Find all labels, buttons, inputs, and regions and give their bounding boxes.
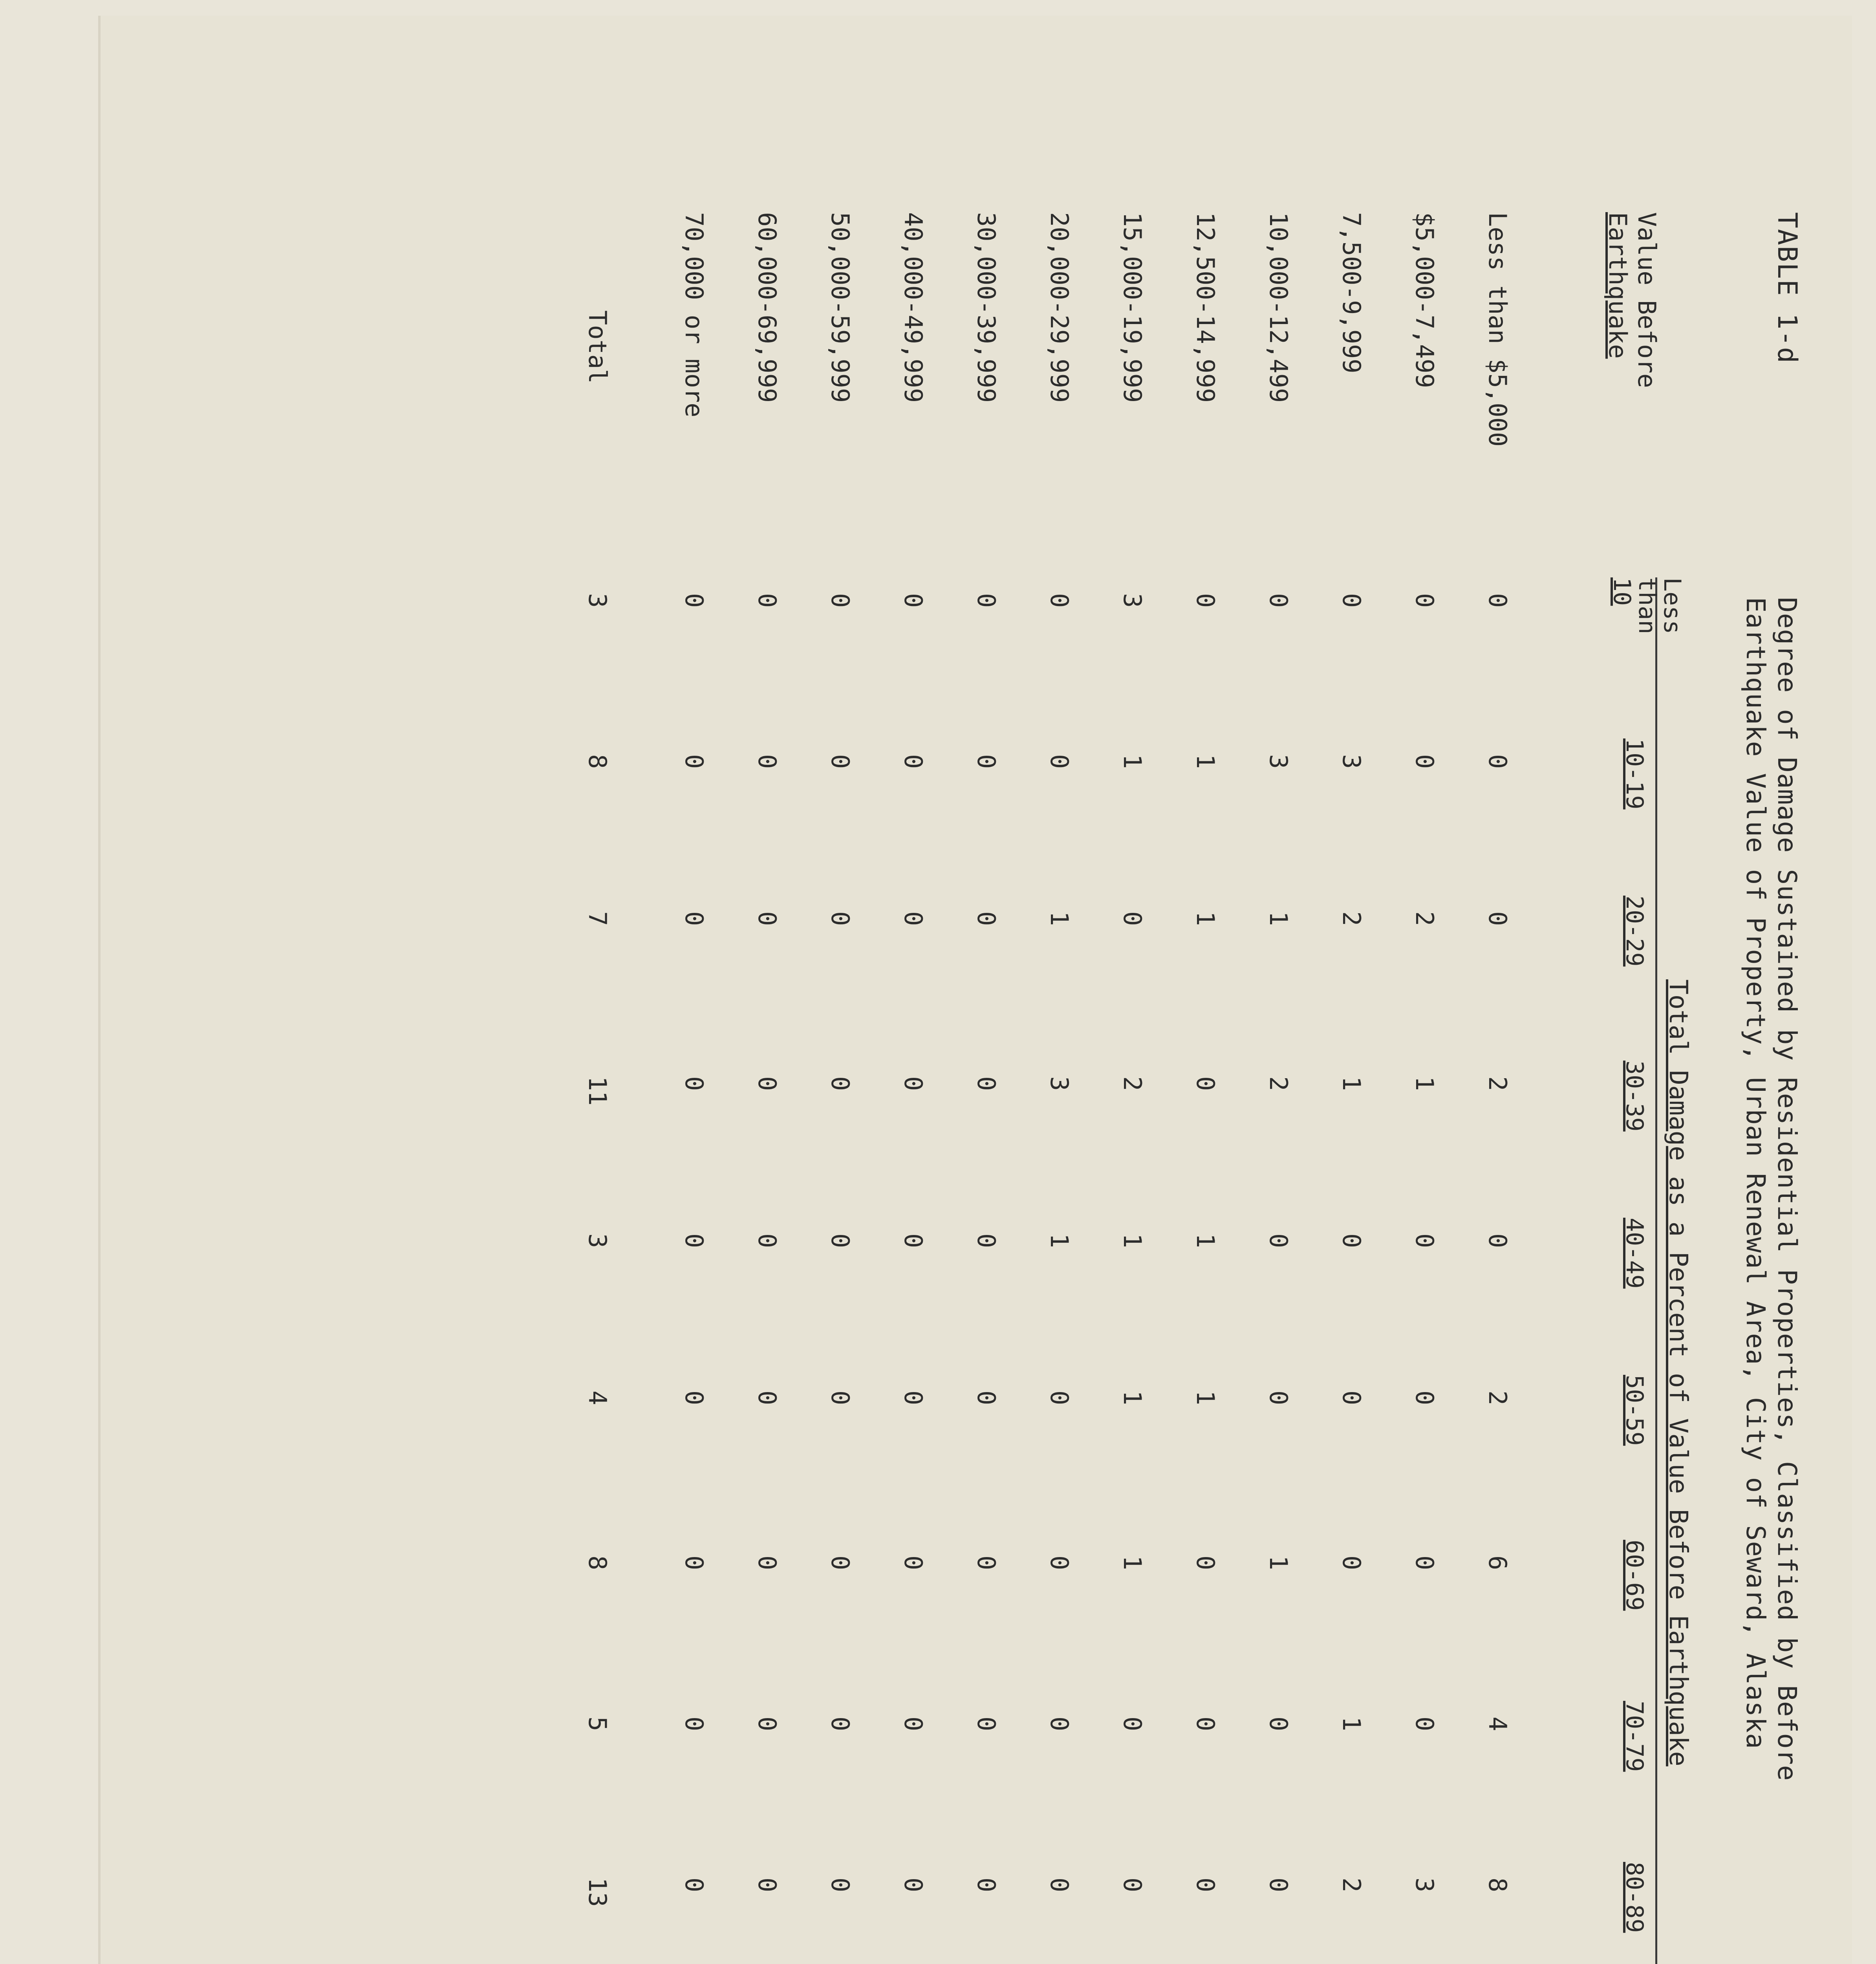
table-row-3-cell-4: 1 <box>1337 1076 1366 1091</box>
stub-header-line-2: Earthquake <box>1603 212 1632 359</box>
table-row-12-cell-2: 0 <box>680 754 708 769</box>
table-row-8-cell-4: 0 <box>972 1076 1001 1091</box>
table-row-9-cell-5: 0 <box>899 1233 928 1248</box>
column-header-7-bottom: 60-69 <box>1621 1540 1648 1611</box>
table-row-7-cell-4: 3 <box>1045 1076 1074 1091</box>
table-row-total-label: Total <box>583 310 612 384</box>
table-row-8-cell-9: 0 <box>972 1878 1001 1893</box>
table-row-2-cell-5: 0 <box>1410 1233 1439 1248</box>
table-row-12-cell-5: 0 <box>680 1233 708 1248</box>
table-row-5-cell-7: 0 <box>1191 1555 1220 1570</box>
table-row-6-cell-6: 1 <box>1118 1391 1147 1405</box>
table-row-6-cell-7: 1 <box>1118 1555 1147 1570</box>
table-row-8-cell-6: 0 <box>972 1391 1001 1405</box>
table-row-10-cell-4: 0 <box>826 1076 855 1091</box>
table-row-total-cell-7: 8 <box>583 1555 612 1570</box>
table-row-10-cell-6: 0 <box>826 1391 855 1405</box>
table-row-total-cell-1: 3 <box>583 593 612 608</box>
table-row-5-label: 12,500-14,999 <box>1191 212 1220 403</box>
column-header-4 <box>1620 1061 1649 1210</box>
table-row-2-cell-8: 0 <box>1410 1717 1439 1731</box>
table-title <box>1740 597 1803 1964</box>
table-row-3-cell-1: 0 <box>1337 593 1366 608</box>
table-row-1-cell-2: 0 <box>1483 754 1512 769</box>
table-row-3-label: 7,500-9,999 <box>1337 212 1366 374</box>
column-header-9 <box>1620 1862 1649 1964</box>
table-row-9-cell-8: 0 <box>899 1717 928 1731</box>
table-row-7-cell-3: 1 <box>1045 911 1074 926</box>
table-row-10-label: 50,000-59,999 <box>826 212 855 403</box>
table-label: TABLE 1-d <box>1772 212 1803 364</box>
stub-header <box>1603 212 1661 487</box>
table-row-4-cell-8: 0 <box>1264 1717 1293 1731</box>
table-row-4-cell-2: 3 <box>1264 754 1293 769</box>
table-row-9-cell-1: 0 <box>899 593 928 608</box>
table-row-11-cell-8: 0 <box>753 1717 782 1731</box>
title-line-2: Earthquake Value of Property, Urban Renewal Area, City of Seward, Alaska <box>1741 597 1771 1749</box>
table-row-10-cell-5: 0 <box>826 1233 855 1248</box>
table-row-8-cell-5: 0 <box>972 1233 1001 1248</box>
table-row-5-cell-6: 1 <box>1191 1391 1220 1405</box>
rotated-table-content <box>114 145 1803 1964</box>
table-row-1-cell-8: 4 <box>1483 1717 1512 1731</box>
table-row-11-cell-7: 0 <box>753 1555 782 1570</box>
table-row-total-cell-8: 5 <box>583 1717 612 1731</box>
table-row-6-cell-4: 2 <box>1118 1076 1147 1091</box>
table-row-11-cell-3: 0 <box>753 911 782 926</box>
table-row-4-cell-7: 1 <box>1264 1555 1293 1570</box>
table-row-3-cell-7: 0 <box>1337 1555 1366 1570</box>
table-row-8-cell-1: 0 <box>972 593 1001 608</box>
spanning-column-header <box>1664 577 1693 1964</box>
table-row-6-cell-1: 3 <box>1118 593 1147 608</box>
table-row-4-cell-5: 0 <box>1264 1233 1293 1248</box>
table-row-2-cell-9: 3 <box>1410 1878 1439 1893</box>
table-row-8-cell-2: 0 <box>972 754 1001 769</box>
table-row-3-cell-6: 0 <box>1337 1391 1366 1405</box>
table-row-1-cell-7: 6 <box>1483 1555 1512 1570</box>
table-row-2-cell-7: 0 <box>1410 1555 1439 1570</box>
table-row-12-cell-9: 0 <box>680 1878 708 1893</box>
table-row-5-cell-1: 0 <box>1191 593 1220 608</box>
table-row-10-cell-1: 0 <box>826 593 855 608</box>
table-row-9-cell-4: 0 <box>899 1076 928 1091</box>
table-row-10-cell-3: 0 <box>826 911 855 926</box>
table-row-10-cell-2: 0 <box>826 754 855 769</box>
table-row-11-cell-4: 0 <box>753 1076 782 1091</box>
table-row-1-label: Less than $5,000 <box>1483 212 1512 447</box>
table-row-total-cell-9: 13 <box>583 1878 612 1907</box>
table-row-12-cell-6: 0 <box>680 1391 708 1405</box>
table-row-7-cell-2: 0 <box>1045 754 1074 769</box>
table-row-9-cell-6: 0 <box>899 1391 928 1405</box>
spanning-header-text: Total Damage as a Percent of Value Before Earthquake <box>1664 979 1693 1766</box>
table-row-5-cell-4: 0 <box>1191 1076 1220 1091</box>
column-header-6 <box>1620 1375 1649 1524</box>
column-header-1-bottom: 10 <box>1608 577 1636 606</box>
table-row-6-label: 15,000-19,999 <box>1118 212 1147 403</box>
table-row-6-cell-5: 1 <box>1118 1233 1147 1248</box>
column-header-2-bottom: 10-19 <box>1621 738 1648 810</box>
column-header-1-top: Less <box>1658 577 1686 634</box>
table-row-9-cell-9: 0 <box>899 1878 928 1893</box>
table-row-4-cell-6: 0 <box>1264 1391 1293 1405</box>
table-row-2-label: $5,000-7,499 <box>1410 212 1439 388</box>
table-row-10-cell-7: 0 <box>826 1555 855 1570</box>
table-row-1-cell-9: 8 <box>1483 1878 1512 1893</box>
table-row-3-cell-5: 0 <box>1337 1233 1366 1248</box>
table-row-5-cell-9: 0 <box>1191 1878 1220 1893</box>
table-row-total-cell-2: 8 <box>583 754 612 769</box>
table-row-2-cell-4: 1 <box>1410 1076 1439 1091</box>
table-row-1-cell-3: 0 <box>1483 911 1512 926</box>
table-row-11-cell-6: 0 <box>753 1391 782 1405</box>
table-row-9-cell-7: 0 <box>899 1555 928 1570</box>
column-header-4-bottom: 30-39 <box>1621 1061 1648 1132</box>
table-row-8-cell-7: 0 <box>972 1555 1001 1570</box>
stub-header-line-1: Value Before <box>1633 212 1661 388</box>
table-row-7-cell-8: 0 <box>1045 1717 1074 1731</box>
table-row-total-cell-5: 3 <box>583 1233 612 1248</box>
table-row-2-cell-6: 0 <box>1410 1391 1439 1405</box>
table-row-6-cell-9: 0 <box>1118 1878 1147 1893</box>
table-row-4-cell-4: 2 <box>1264 1076 1293 1091</box>
table-row-3-cell-8: 1 <box>1337 1717 1366 1731</box>
column-header-9-bottom: 80-89 <box>1621 1862 1648 1933</box>
table-row-11-cell-1: 0 <box>753 593 782 608</box>
table-row-4-cell-9: 0 <box>1264 1878 1293 1893</box>
table-row-7-cell-9: 0 <box>1045 1878 1074 1893</box>
column-header-7 <box>1620 1540 1649 1689</box>
table-row-9-cell-2: 0 <box>899 754 928 769</box>
table-row-5-cell-2: 1 <box>1191 754 1220 769</box>
column-header-1 <box>1609 577 1685 727</box>
table-row-4-cell-3: 1 <box>1264 911 1293 926</box>
table-row-5-cell-8: 0 <box>1191 1717 1220 1731</box>
column-header-5 <box>1620 1218 1649 1367</box>
header-rule <box>1655 577 1657 1964</box>
column-header-6-bottom: 50-59 <box>1621 1375 1648 1446</box>
table-row-total-cell-6: 4 <box>583 1391 612 1405</box>
table-row-10-cell-9: 0 <box>826 1878 855 1893</box>
table-row-8-label: 30,000-39,999 <box>972 212 1001 403</box>
table-row-6-cell-2: 1 <box>1118 754 1147 769</box>
table-row-1-cell-1: 0 <box>1483 593 1512 608</box>
column-header-2 <box>1620 738 1649 888</box>
table-row-12-label: 70,000 or more <box>680 212 708 418</box>
table-row-total-cell-3: 7 <box>583 911 612 926</box>
table-row-7-cell-1: 0 <box>1045 593 1074 608</box>
table-row-1-cell-6: 2 <box>1483 1391 1512 1405</box>
table-row-5-cell-3: 1 <box>1191 911 1220 926</box>
table-row-1-cell-5: 0 <box>1483 1233 1512 1248</box>
column-header-5-bottom: 40-49 <box>1621 1218 1648 1289</box>
column-header-3-bottom: 20-29 <box>1621 896 1648 967</box>
table-row-3-cell-2: 3 <box>1337 754 1366 769</box>
table-row-2-cell-3: 2 <box>1410 911 1439 926</box>
table-row-2-cell-1: 0 <box>1410 593 1439 608</box>
column-header-8 <box>1620 1701 1649 1850</box>
table-row-4-cell-1: 0 <box>1264 593 1293 608</box>
table-row-9-label: 40,000-49,999 <box>899 212 928 403</box>
table-row-11-label: 60,000-69,999 <box>753 212 782 403</box>
table-row-3-cell-9: 2 <box>1337 1878 1366 1893</box>
table-row-10-cell-8: 0 <box>826 1717 855 1731</box>
table-row-7-cell-6: 0 <box>1045 1391 1074 1405</box>
column-header-1-mid: than <box>1633 577 1661 634</box>
table-row-6-cell-8: 0 <box>1118 1717 1147 1731</box>
table-row-7-label: 20,000-29,999 <box>1045 212 1074 403</box>
table-row-8-cell-8: 0 <box>972 1717 1001 1731</box>
table-row-8-cell-3: 0 <box>972 911 1001 926</box>
table-row-12-cell-4: 0 <box>680 1076 708 1091</box>
table-row-1-cell-4: 2 <box>1483 1076 1512 1091</box>
table-row-11-cell-2: 0 <box>753 754 782 769</box>
table-row-3-cell-3: 2 <box>1337 911 1366 926</box>
table-row-11-cell-5: 0 <box>753 1233 782 1248</box>
column-header-3 <box>1620 896 1649 1045</box>
table-row-total-cell-4: 11 <box>583 1076 612 1106</box>
table-row-2-cell-2: 0 <box>1410 754 1439 769</box>
table-row-12-cell-3: 0 <box>680 911 708 926</box>
table-row-4-label: 10,000-12,499 <box>1264 212 1293 403</box>
title-line-1: Degree of Damage Sustained by Residential Properties, Classified by Before <box>1772 597 1802 1781</box>
table-row-7-cell-7: 0 <box>1045 1555 1074 1570</box>
table-row-12-cell-8: 0 <box>680 1717 708 1731</box>
table-row-5-cell-5: 1 <box>1191 1233 1220 1248</box>
table-row-11-cell-9: 0 <box>753 1878 782 1893</box>
table-row-9-cell-3: 0 <box>899 911 928 926</box>
table-row-12-cell-1: 0 <box>680 593 708 608</box>
column-header-8-bottom: 70-79 <box>1621 1701 1648 1772</box>
table-row-12-cell-7: 0 <box>680 1555 708 1570</box>
table-row-7-cell-5: 1 <box>1045 1233 1074 1248</box>
table-row-6-cell-3: 0 <box>1118 911 1147 926</box>
